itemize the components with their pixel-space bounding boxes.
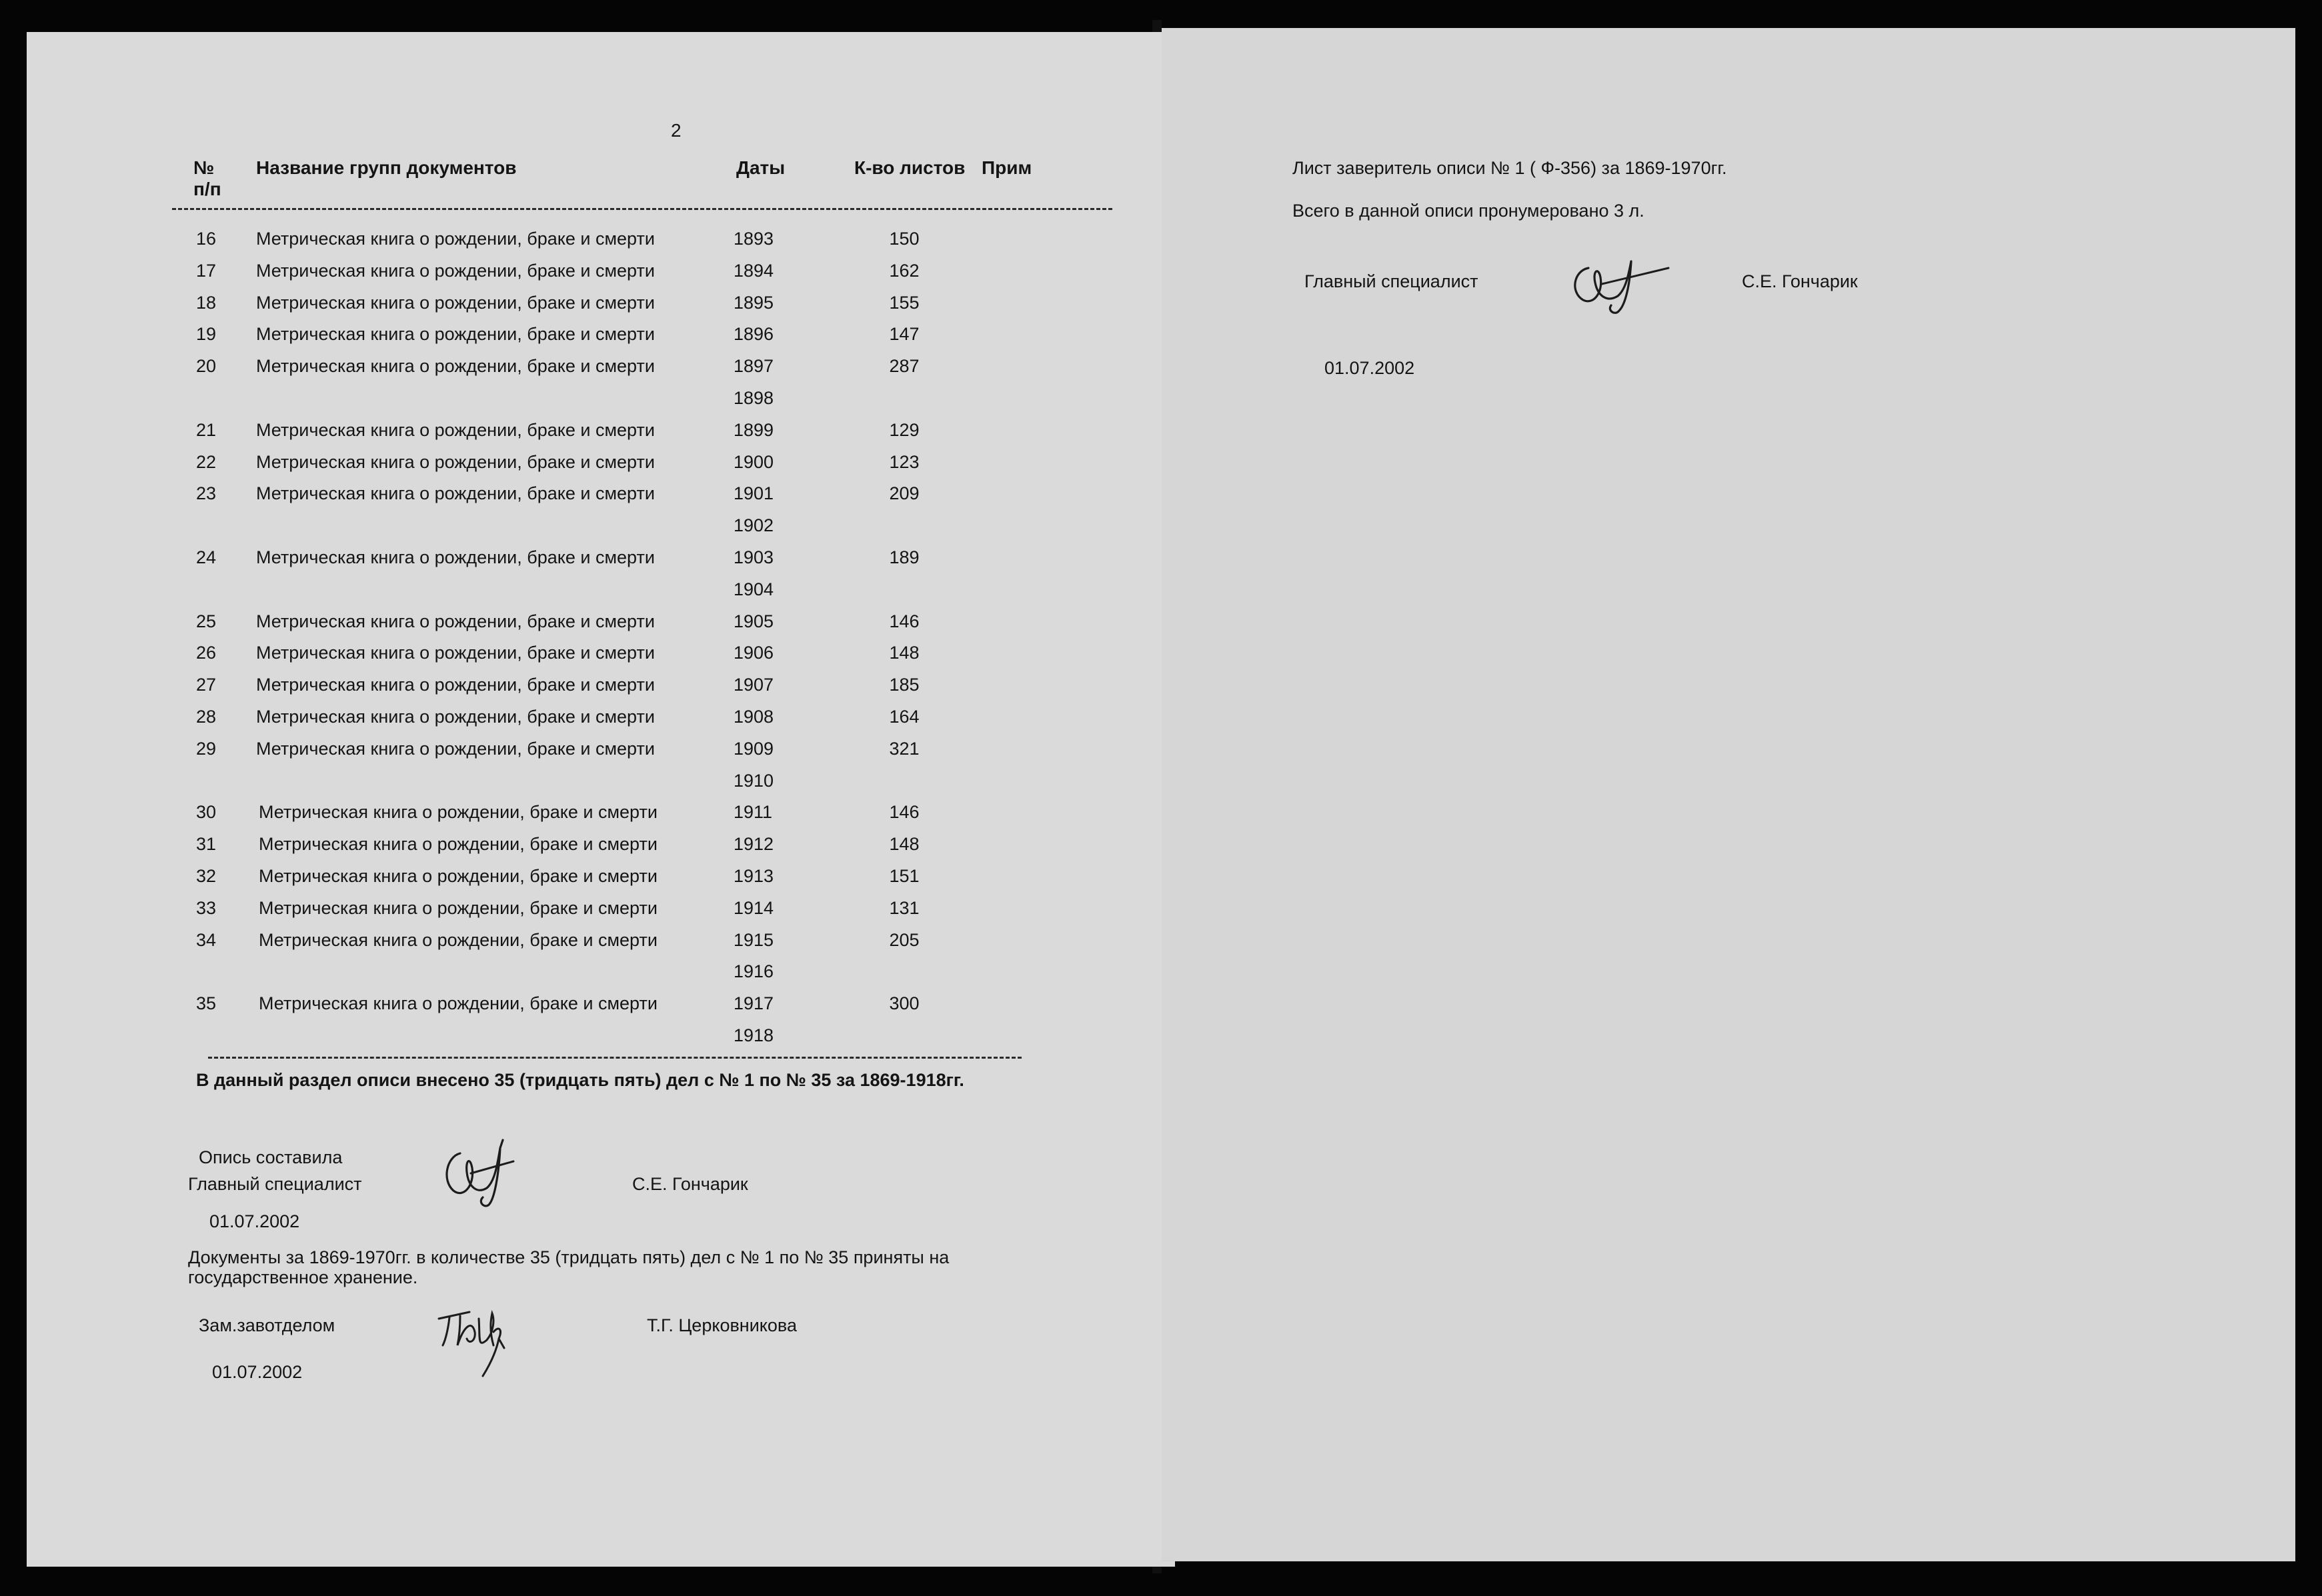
summary-text: В данный раздел описи внесено 35 (тридцать пять) дел с № 1 по № 35 за 1869-1918гг.: [196, 1070, 964, 1090]
deputy-name: Т.Г. Церковникова: [647, 1315, 797, 1335]
certifier-name: С.Е. Гончарик: [1742, 271, 1858, 291]
row-date: 1908: [734, 707, 774, 727]
row-number: 20: [196, 356, 217, 376]
header-number-line1: №: [193, 157, 215, 178]
row-title: Метрическая книга о рождении, браке и смерти: [259, 802, 658, 822]
row-title: Метрическая книга о рождении, браке и смерти: [256, 229, 655, 249]
row-title: Метрическая книга о рождении, браке и смерти: [256, 420, 655, 440]
row-date: 1902: [734, 515, 774, 535]
row-date: 1900: [734, 452, 774, 472]
row-date: 1909: [734, 739, 774, 759]
row-date: 1896: [734, 324, 774, 344]
row-date: 1893: [734, 229, 774, 249]
row-date: 1910: [734, 771, 774, 791]
row-title: Метрическая книга о рождении, браке и смерти: [256, 293, 655, 313]
header-note: Прим: [982, 157, 1032, 178]
certification-page-right: [1162, 28, 2295, 1561]
row-number: 28: [196, 707, 217, 727]
row-number: 22: [196, 452, 217, 472]
row-sheets: 123: [889, 452, 920, 472]
row-number: 21: [196, 420, 217, 440]
signature-goncharik: [433, 1133, 533, 1213]
signature-tserkovnikova: [429, 1299, 529, 1385]
row-sheets: 189: [889, 547, 920, 567]
row-title: Метрическая книга о рождении, браке и смерти: [256, 324, 655, 344]
row-number: 34: [196, 930, 217, 950]
header-sheets: К-во листов: [854, 157, 966, 178]
row-sheets: 151: [889, 866, 920, 886]
row-sheets: 287: [889, 356, 920, 376]
row-date: 1917: [734, 993, 774, 1013]
row-number: 23: [196, 483, 217, 503]
compiled-name: С.Е. Гончарик: [632, 1174, 748, 1194]
row-title: Метрическая книга о рождении, браке и смерти: [256, 356, 655, 376]
row-sheets: 147: [889, 324, 920, 344]
row-date: 1897: [734, 356, 774, 376]
compiled-by-label: Опись составила: [199, 1147, 343, 1167]
row-title: Метрическая книга о рождении, браке и смерти: [259, 866, 658, 886]
row-date: 1905: [734, 611, 774, 631]
row-number: 33: [196, 898, 217, 918]
row-sheets: 209: [889, 483, 920, 503]
row-title: Метрическая книга о рождении, браке и смерти: [259, 930, 658, 950]
row-sheets: 162: [889, 261, 920, 281]
accepted-text-line1: Документы за 1869-1970гг. в количестве 35 (тридцать пять) дел с № 1 по № 35 приняты на: [188, 1247, 950, 1267]
header-dates: Даты: [736, 157, 786, 178]
row-date: 1895: [734, 293, 774, 313]
row-sheets: 185: [889, 675, 920, 695]
row-number: 24: [196, 547, 217, 567]
row-number: 31: [196, 834, 217, 854]
row-date: 1906: [734, 643, 774, 663]
row-number: 26: [196, 643, 217, 663]
row-sheets: 300: [889, 993, 920, 1013]
row-number: 25: [196, 611, 217, 631]
row-date: 1913: [734, 866, 774, 886]
table-end-divider: [208, 1057, 1022, 1059]
row-number: 29: [196, 739, 217, 759]
row-sheets: 164: [889, 707, 920, 727]
row-sheets: 150: [889, 229, 920, 249]
header-title: Название групп документов: [256, 157, 517, 178]
row-title: Метрическая книга о рождении, браке и смерти: [256, 483, 655, 503]
row-title: Метрическая книга о рождении, браке и смерти: [256, 707, 655, 727]
header-number-line2: п/п: [193, 179, 221, 199]
row-date: 1916: [734, 961, 774, 981]
certification-line1: Лист заверитель описи № 1 ( Ф-356) за 1869-1970гг.: [1292, 158, 1727, 178]
row-date: 1907: [734, 675, 774, 695]
row-sheets: 148: [889, 834, 920, 854]
row-number: 35: [196, 993, 217, 1013]
row-number: 16: [196, 229, 217, 249]
certification-date: 01.07.2002: [1324, 358, 1415, 378]
row-date: 1915: [734, 930, 774, 950]
row-date: 1918: [734, 1025, 774, 1045]
row-number: 30: [196, 802, 217, 822]
row-sheets: 129: [889, 420, 920, 440]
row-date: 1904: [734, 579, 774, 599]
compiled-date: 01.07.2002: [209, 1211, 300, 1231]
row-sheets: 131: [889, 898, 920, 918]
row-title: Метрическая книга о рождении, браке и смерти: [256, 739, 655, 759]
row-sheets: 205: [889, 930, 920, 950]
row-title: Метрическая книга о рождении, браке и смерти: [256, 675, 655, 695]
row-number: 18: [196, 293, 217, 313]
row-title: Метрическая книга о рождении, браке и смерти: [259, 993, 658, 1013]
compiled-position: Главный специалист: [188, 1174, 362, 1194]
deputy-label: Зам.завотделом: [199, 1315, 335, 1335]
signature-goncharik-right: [1562, 248, 1682, 321]
header-divider: [172, 208, 1112, 210]
deputy-date: 01.07.2002: [212, 1362, 303, 1382]
row-date: 1899: [734, 420, 774, 440]
row-number: 32: [196, 866, 217, 886]
row-title: Метрическая книга о рождении, браке и смерти: [256, 611, 655, 631]
row-title: Метрическая книга о рождении, браке и смерти: [259, 898, 658, 918]
row-sheets: 146: [889, 802, 920, 822]
page-number: 2: [671, 120, 682, 141]
row-number: 27: [196, 675, 217, 695]
row-title: Метрическая книга о рождении, браке и смерти: [259, 834, 658, 854]
row-number: 19: [196, 324, 217, 344]
row-number: 17: [196, 261, 217, 281]
row-title: Метрическая книга о рождении, браке и смерти: [256, 547, 655, 567]
row-title: Метрическая книга о рождении, браке и смерти: [256, 452, 655, 472]
row-sheets: 321: [889, 739, 920, 759]
row-date: 1901: [734, 483, 774, 503]
row-date: 1912: [734, 834, 774, 854]
row-date: 1894: [734, 261, 774, 281]
inventory-page-left: [27, 32, 1175, 1567]
row-title: Метрическая книга о рождении, браке и смерти: [256, 261, 655, 281]
certification-line2: Всего в данной описи пронумеровано 3 л.: [1292, 201, 1644, 221]
row-date: 1911: [734, 802, 773, 822]
row-date: 1914: [734, 898, 774, 918]
certifier-position: Главный специалист: [1304, 271, 1478, 291]
row-date: 1898: [734, 388, 774, 408]
row-sheets: 148: [889, 643, 920, 663]
row-sheets: 155: [889, 293, 920, 313]
row-date: 1903: [734, 547, 774, 567]
row-title: Метрическая книга о рождении, браке и смерти: [256, 643, 655, 663]
accepted-text-line2: государственное хранение.: [188, 1267, 418, 1287]
row-sheets: 146: [889, 611, 920, 631]
